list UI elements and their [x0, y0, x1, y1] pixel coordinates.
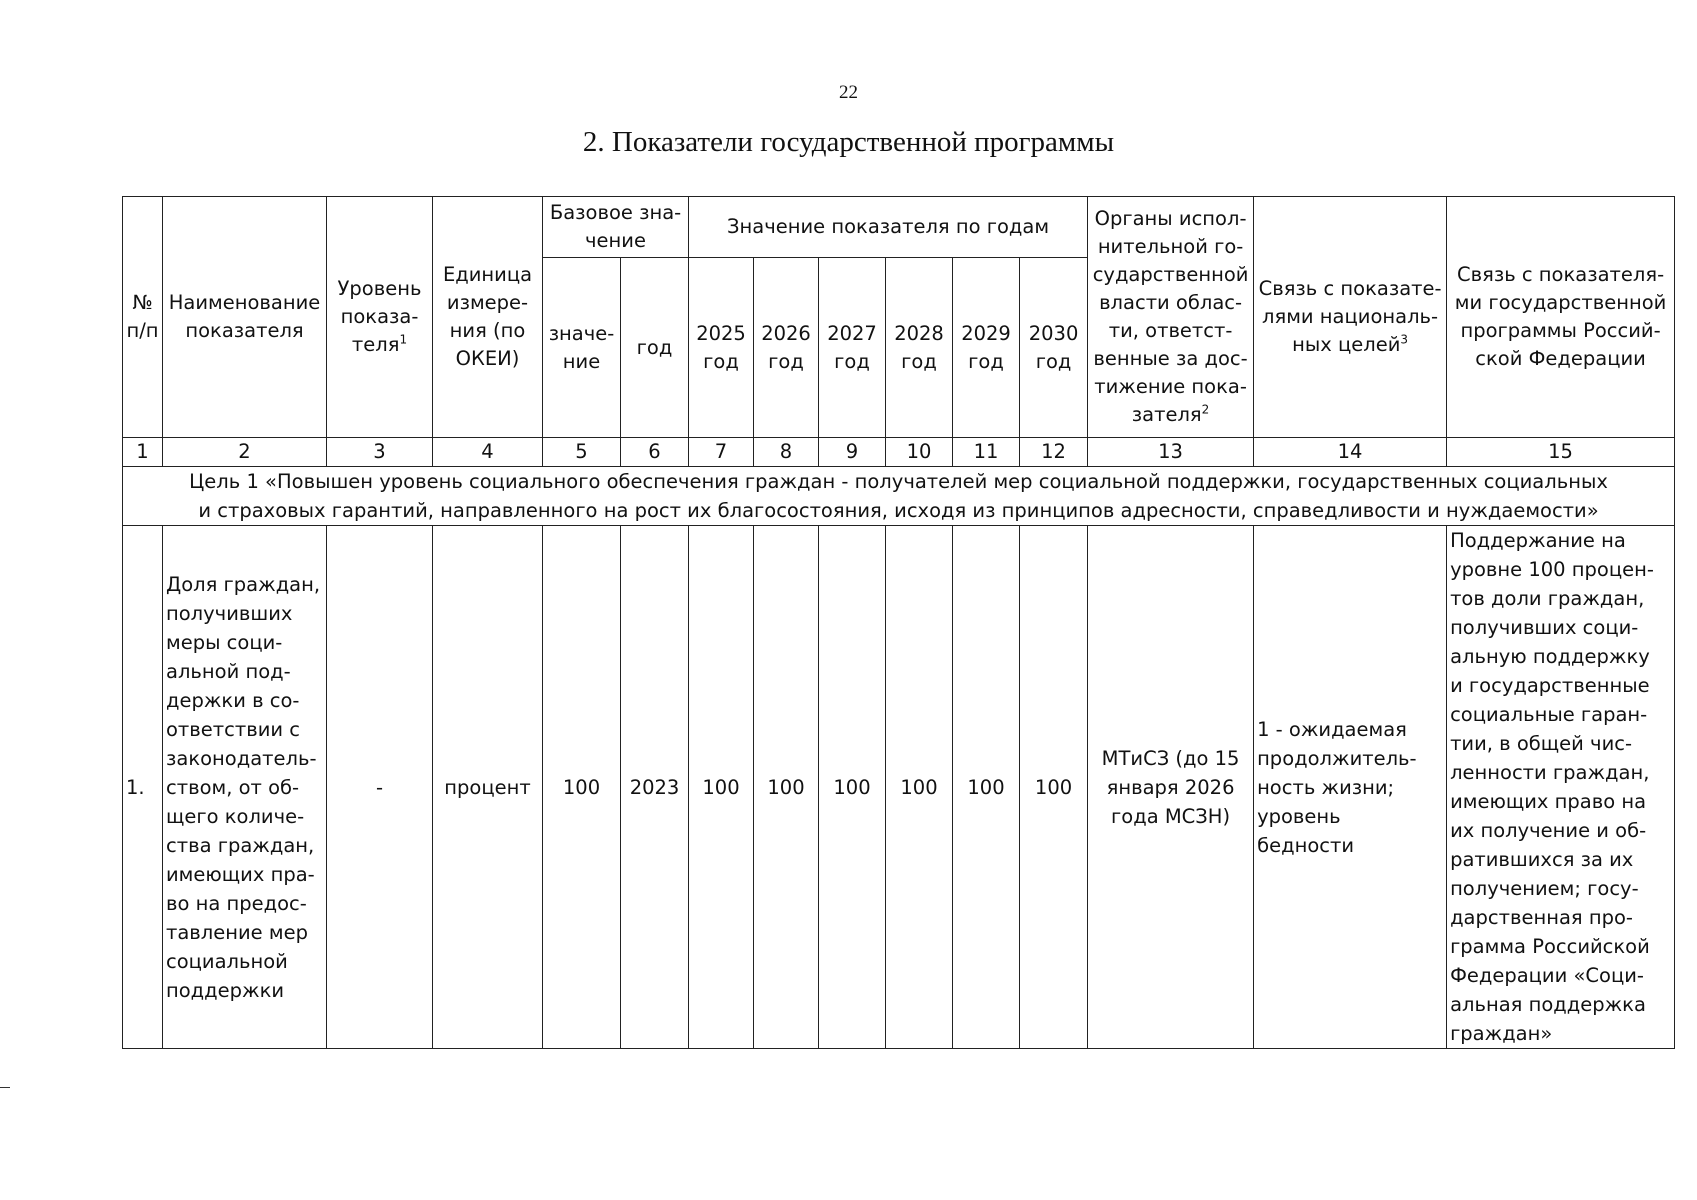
row-unit: процент	[433, 526, 543, 1049]
row-base-year: 2023	[621, 526, 689, 1049]
row-value-2030: 100	[1020, 526, 1088, 1049]
goal-row	[123, 467, 1675, 526]
header-base-value: значе- ние	[543, 258, 621, 438]
column-number: 11	[953, 438, 1020, 467]
column-number: 9	[819, 438, 886, 467]
column-number: 10	[886, 438, 953, 467]
column-numbers-row	[123, 438, 1675, 467]
row-value-2025: 100	[689, 526, 754, 1049]
header-years-group: Значение показателя по годам	[689, 197, 1088, 258]
column-number: 1	[123, 438, 163, 467]
row-base-value: 100	[543, 526, 621, 1049]
column-number: 4	[433, 438, 543, 467]
row-national-goals: 1 - ожидаемая продолжитель- ность жизни; уровень бедности	[1254, 526, 1447, 1049]
row-value-2028: 100	[886, 526, 953, 1049]
header-national-goals: Связь с показате- лями националь- ных целей$^3$	[1254, 197, 1447, 438]
header-year-2030: 2030 год	[1020, 258, 1088, 438]
row-value-2026: 100	[754, 526, 819, 1049]
header-federal-program: Связь с показателя- ми государственной программы Россий- ской Федерации	[1447, 197, 1675, 438]
goal-text: Цель 1 «Повышен уровень социального обеспечения граждан - получателей мер социальной поддержки, государственных социальных и страховых гарантий, направленного на рост их благосостояния, исходя из принципов адресности, справедливости и нуждаемости»	[123, 467, 1675, 526]
header-year-2029: 2029 год	[953, 258, 1020, 438]
column-number: 8	[754, 438, 819, 467]
header-indicator-name: Наименование показателя	[163, 197, 327, 438]
column-number: 3	[327, 438, 433, 467]
column-number: 7	[689, 438, 754, 467]
margin-mark	[0, 1087, 10, 1088]
column-number: 15	[1447, 438, 1675, 467]
column-number: 14	[1254, 438, 1447, 467]
header-row-1	[123, 197, 1675, 258]
row-value-2029: 100	[953, 526, 1020, 1049]
row-value-2027: 100	[819, 526, 886, 1049]
header-base-group: Базовое зна- чение	[543, 197, 689, 258]
header-indicator-level: Уровень показа- теля$^1$	[327, 197, 433, 438]
header-unit: Единица измере- ния (по ОКЕИ)	[433, 197, 543, 438]
header-year-2028: 2028 год	[886, 258, 953, 438]
indicators-table	[122, 196, 1675, 1049]
row-number: 1.	[123, 526, 163, 1049]
page-number: 22	[839, 82, 858, 103]
row-indicator-name: Доля граждан, получивших меры соци- альной под- держки в со- ответствии с законодатель- ством, от об- щего количе- ства граждан, имеющих пра- во на предос- тавление мер социальной поддержки	[163, 526, 327, 1049]
table-row	[123, 526, 1675, 1049]
header-year-2027: 2027 год	[819, 258, 886, 438]
row-responsible: МТиСЗ (до 15 января 2026 года МСЗН)	[1088, 526, 1254, 1049]
header-number: № п/п	[123, 197, 163, 438]
header-responsible: Органы испол- нительной го- сударственной власти облас- ти, ответст- венные за дос- тижение пока- зателя$^2$	[1088, 197, 1254, 438]
header-base-year: год	[621, 258, 689, 438]
column-number: 2	[163, 438, 327, 467]
column-number: 5	[543, 438, 621, 467]
page-title: 2. Показатели государственной программы	[582, 126, 1115, 158]
row-federal-program: Поддержание на уровне 100 процен- тов доли граждан, получивших соци- альную поддержку и государственные социальные гаран- тии, в общей чис- ленности граждан, имеющих право на их получение и об- ратившихся за их получением; госу- дарственная про- грамма Российской Федерации «Соци- альная поддержка граждан»	[1447, 526, 1675, 1049]
header-year-2025: 2025 год	[689, 258, 754, 438]
column-number: 12	[1020, 438, 1088, 467]
column-number: 6	[621, 438, 689, 467]
column-number: 13	[1088, 438, 1254, 467]
header-year-2026: 2026 год	[754, 258, 819, 438]
row-indicator-level: -	[327, 526, 433, 1049]
